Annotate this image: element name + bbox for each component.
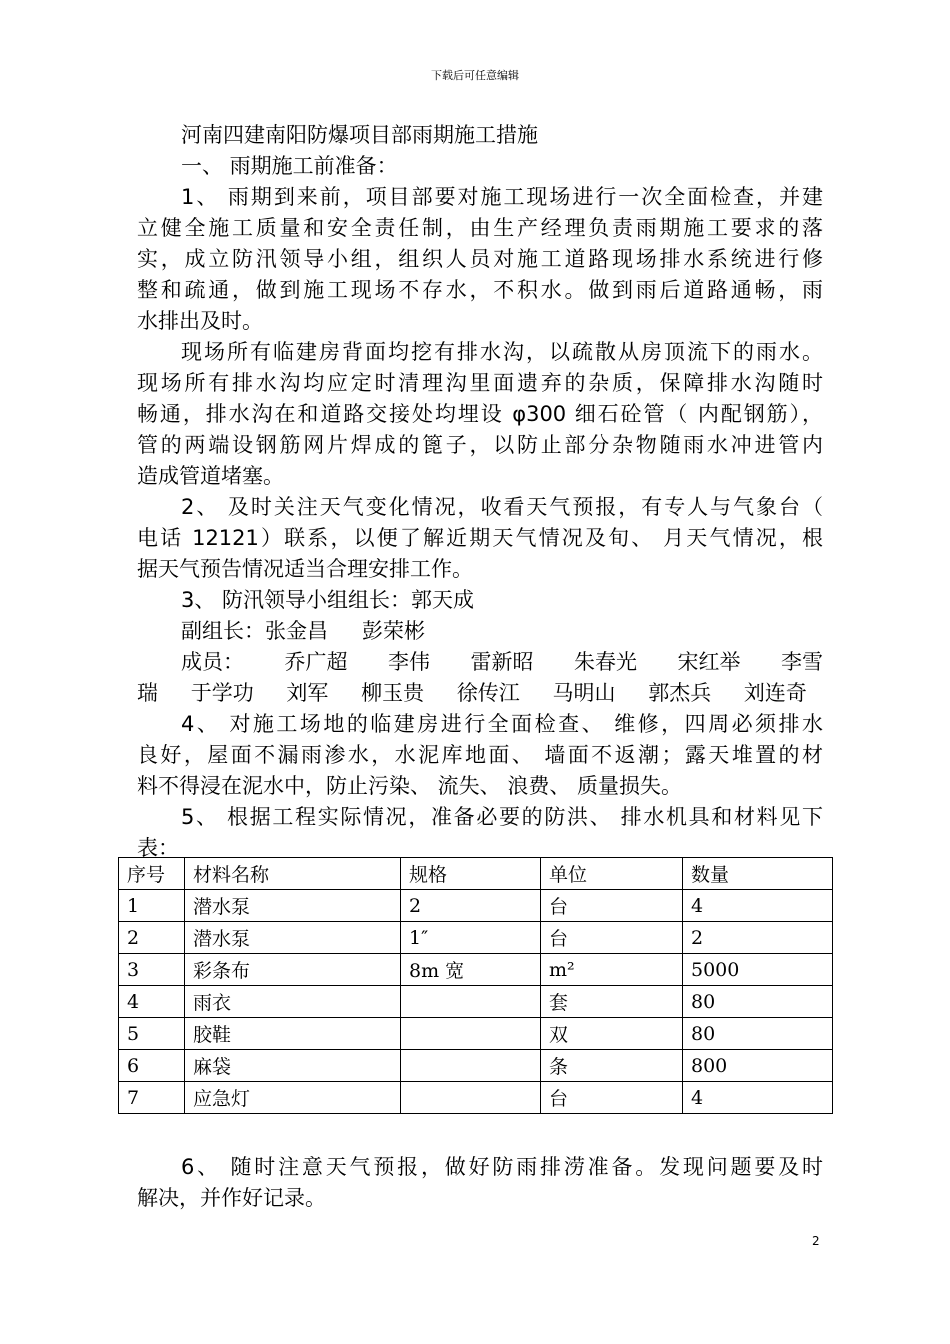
table-row <box>119 1018 833 1050</box>
member-name: 郭杰兵 <box>648 681 712 705</box>
table-cell <box>401 1018 541 1050</box>
text-line: 实，成立防汛领导小组，组织人员对施工道路现场排水系统进行修 <box>137 247 823 271</box>
table-cell: 1″ <box>401 922 541 954</box>
vice-leader-name: 张金昌 <box>265 619 328 643</box>
text-line: 电话 12121）联系，以便了解近期天气情况及旬、 月天气情况，根 <box>137 526 823 550</box>
text-line: 现场所有排水沟均应定时清理沟里面遗弃的杂质，保障排水沟随时 <box>137 371 823 395</box>
text-line: 现场所有临建房背面均挖有排水沟，以疏散从房顶流下的雨水。 <box>181 340 823 364</box>
table-cell: 3 <box>119 954 185 986</box>
member-name: 乔广超 <box>284 650 348 674</box>
table-header-cell: 单位 <box>541 858 683 890</box>
text-line: 立健全施工质量和安全责任制，由生产经理负责雨期施工要求的落 <box>137 216 823 240</box>
table-cell: 彩条布 <box>185 954 401 986</box>
paragraph-4 <box>137 709 823 802</box>
member-name: 柳玉贵 <box>361 681 425 705</box>
member-name: 雷新昭 <box>470 650 534 674</box>
table-cell: 5000 <box>683 954 833 986</box>
table-cell: 4 <box>683 1082 833 1114</box>
text-line: 造成管道堵塞。 <box>137 464 284 488</box>
text-line: 料不得浸在泥水中，防止污染、 流失、 浪费、 质量损失。 <box>137 774 683 798</box>
text-line: 整和疏通，做到施工现场不存水，不积水。做到雨后道路通畅，雨 <box>137 278 823 302</box>
text-line: 6、 随时注意天气预报，做好防雨排涝准备。发现问题要及时 <box>181 1155 823 1179</box>
table-cell: m² <box>541 954 683 986</box>
text-line: 据天气预告情况适当合理安排工作。 <box>137 557 473 581</box>
member-name: 刘连奇 <box>743 681 807 705</box>
table-header-row <box>119 858 833 890</box>
table-cell: 双 <box>541 1018 683 1050</box>
table-cell: 5 <box>119 1018 185 1050</box>
text-line: 2、 及时关注天气变化情况，收看天气预报，有专人与气象台（ <box>181 495 823 519</box>
paragraph-1 <box>137 182 823 337</box>
table-cell: 台 <box>541 922 683 954</box>
table-header-cell: 序号 <box>119 858 185 890</box>
text-line: 水排出及时。 <box>137 309 263 333</box>
table-row <box>119 954 833 986</box>
table-header-cell: 规格 <box>401 858 541 890</box>
table-cell: 应急灯 <box>185 1082 401 1114</box>
member-name: 于学功 <box>190 681 254 705</box>
table-cell: 台 <box>541 890 683 922</box>
team-leader-line: 3、 防汛领导小组组长：郭天成 <box>181 588 475 612</box>
member-name: 刘军 <box>286 681 329 705</box>
table-header-cell: 材料名称 <box>185 858 401 890</box>
document-title: 河南四建南阳防爆项目部雨期施工措施 <box>181 123 538 147</box>
table-row <box>119 986 833 1018</box>
members-row-1 <box>137 647 823 678</box>
table-row <box>119 890 833 922</box>
table-cell: 套 <box>541 986 683 1018</box>
vice-leader-label: 副组长： <box>181 619 265 643</box>
member-name: 马明山 <box>552 681 616 705</box>
text-line: 5、 根据工程实际情况，准备必要的防洪、 排水机具和材料见下 <box>181 805 823 829</box>
section-heading: 一、 雨期施工前准备： <box>181 154 398 178</box>
table-cell: 4 <box>683 890 833 922</box>
table-cell: 7 <box>119 1082 185 1114</box>
vice-leader-line <box>137 616 823 647</box>
document-body <box>137 120 823 864</box>
table-cell <box>401 1082 541 1114</box>
paragraph-2 <box>137 337 823 492</box>
member-name: 朱春光 <box>574 650 637 674</box>
page-header: 下载后可任意编辑 <box>431 69 519 82</box>
text-line: 管的两端设钢筋网片焊成的篦子，以防止部分杂物随雨水冲进管内 <box>137 433 823 457</box>
table-cell: 6 <box>119 1050 185 1082</box>
text-line: 表： <box>137 836 179 860</box>
table-row <box>119 1082 833 1114</box>
table-cell: 80 <box>683 1018 833 1050</box>
paragraph-5 <box>137 802 823 864</box>
table-cell: 台 <box>541 1082 683 1114</box>
page-number: 2 <box>812 1234 820 1248</box>
text-line: 1、 雨期到来前，项目部要对施工现场进行一次全面检查，并建 <box>181 185 823 209</box>
table-cell: 胶鞋 <box>185 1018 401 1050</box>
member-name: 瑞 <box>137 681 158 705</box>
member-name: 徐传江 <box>456 681 520 705</box>
table-cell: 潜水泵 <box>185 922 401 954</box>
text-line: 良好，屋面不漏雨渗水，水泥库地面、 墙面不返潮；露天堆置的材 <box>137 743 823 767</box>
table-cell: 8m 宽 <box>401 954 541 986</box>
text-line: 解决，并作好记录。 <box>137 1186 326 1210</box>
member-name: 宋红举 <box>677 650 741 674</box>
members-row-2 <box>137 678 823 709</box>
table-cell: 条 <box>541 1050 683 1082</box>
table-header-cell: 数量 <box>683 858 833 890</box>
text-line: 畅通，排水沟在和道路交接处均埋设 φ300 细石砼管（ 内配钢筋）， <box>137 402 823 426</box>
member-name: 李雪 <box>781 650 823 674</box>
table-cell: 雨衣 <box>185 986 401 1018</box>
table-row <box>119 922 833 954</box>
table-cell: 4 <box>119 986 185 1018</box>
table-cell: 80 <box>683 986 833 1018</box>
member-name: 李伟 <box>388 650 430 674</box>
paragraph-6 <box>137 1152 823 1214</box>
table-cell: 2 <box>683 922 833 954</box>
table-cell <box>401 986 541 1018</box>
table-cell <box>401 1050 541 1082</box>
table-cell: 潜水泵 <box>185 890 401 922</box>
members-label: 成员： <box>181 650 244 674</box>
table-cell: 1 <box>119 890 185 922</box>
table-cell: 2 <box>119 922 185 954</box>
table-cell: 麻袋 <box>185 1050 401 1082</box>
table-row <box>119 1050 833 1082</box>
table-cell: 2 <box>401 890 541 922</box>
vice-leader-name: 彭荣彬 <box>362 619 425 643</box>
paragraph-3 <box>137 492 823 585</box>
text-line: 4、 对施工场地的临建房进行全面检查、 维修，四周必须排水 <box>181 712 823 736</box>
table-cell: 800 <box>683 1050 833 1082</box>
materials-table <box>118 857 833 1114</box>
